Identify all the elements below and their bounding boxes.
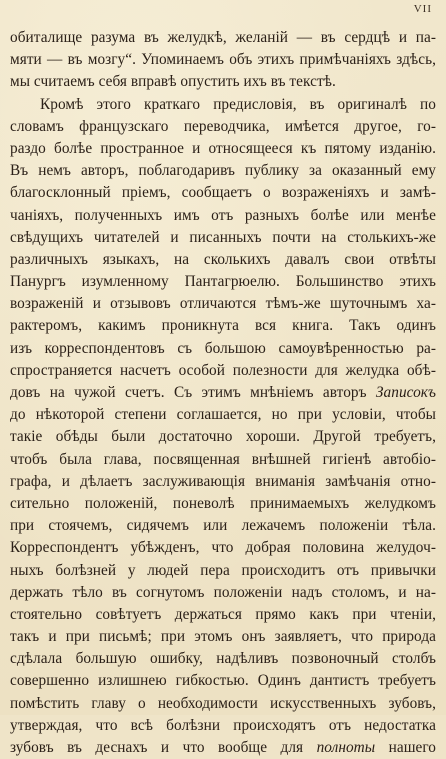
text-segment: зубовъ въ деснахъ и что вообще для	[10, 739, 304, 756]
text-line: графа, и дѣлаетъ заслуживающія вниманія замѣчанія отно-	[10, 472, 436, 490]
text-line: ныхъ болѣзней у людей пера происходитъ отъ привычки	[10, 561, 436, 579]
text-line: такъ и при письмѣ; при этомъ онъ заявляетъ, что природа	[10, 628, 436, 646]
text-line: мы считаемъ себя вправѣ опустить ихъ въ текстѣ.	[10, 73, 336, 91]
text-line: свѣдущихъ читателей и писанныхъ почти на столькихъ-же	[10, 228, 436, 246]
text-line: утверждая, что всѣ болѣзни происходятъ отъ недостатка	[10, 716, 436, 734]
text-line: Панургъ изумленному Пантагрюелю. Большинство этихъ	[10, 273, 436, 291]
body-text	[10, 27, 436, 759]
text-line: спространяется насчетъ особой полезности для желудка обѣ-	[10, 361, 436, 379]
text-line: рактеромъ, какимъ проникнута вся книга. Такъ одинъ	[10, 317, 436, 335]
text-line: мяти — въ мозгу“. Упоминаемъ объ этихъ примѣчаніяхъ здѣсь,	[10, 51, 436, 69]
text-line: благосклонный пріемъ, сообщаетъ о возраженіяхъ и замѣ-	[10, 184, 436, 202]
text-segment: нашего	[388, 739, 436, 756]
text-line: Въ немъ авторъ, поблагодаривъ публику за оказанный ему	[10, 162, 436, 180]
paragraph-first-line: Кромѣ этого краткаго предисловія, въ оригиналѣ по	[40, 95, 436, 113]
text-line: такіе обѣды были достаточно хороши. Другой требуетъ,	[10, 428, 436, 446]
italic-word: полноты	[316, 739, 376, 756]
text-line: чаніяхъ, полученныхъ имъ отъ разныхъ болѣе или менѣе	[10, 206, 436, 224]
italic-word: Записокъ	[375, 384, 436, 401]
text-line: различныхъ языкахъ, на сколькихъ давалъ свои отвѣты	[10, 250, 436, 268]
text-line: при стоячемъ, сидячемъ или лежачемъ положеніи тѣла.	[10, 517, 436, 535]
text-line: изъ корреспондентовъ съ большою самоувѣренностью ра-	[10, 339, 436, 357]
text-line: чтобъ была глава, посвященная внѣшней гигіенѣ автобіо-	[10, 450, 436, 468]
text-line: сдѣлала большую ошибку, надѣливъ позвоночный столбъ	[10, 650, 436, 668]
text-line: раздо болѣе пространное и относящееся къ пятому изданію.	[10, 139, 436, 157]
text-line: возраженій и отзывовъ отличаются тѣмъ-же шуточнымъ ха-	[10, 295, 436, 313]
text-line-with-italic	[10, 382, 436, 404]
text-line: держать тѣло въ согнутомъ положеніи надъ столомъ, и на-	[10, 583, 436, 601]
text-line: помѣстить главу о необходимости искусственныхъ зубовъ,	[10, 694, 436, 712]
text-line: до нѣкоторой степени соглашается, но при условіи, чтобы	[10, 406, 436, 424]
text-line: совершенно излишнею гибкостью. Одинъ дантистъ требуетъ	[10, 672, 436, 690]
text-line: обиталище разума въ желудкѣ, желаній — въ сердцѣ и па-	[10, 29, 436, 46]
text-line-with-italic	[10, 737, 436, 759]
text-segment: довъ на чужой счетъ. Съ этимъ мнѣніемъ авторъ	[10, 384, 367, 401]
text-line: стоятельно совѣтуетъ держаться прямо какъ при чтеніи,	[10, 605, 436, 623]
text-line: Корреспондентъ убѣжденъ, что добрая половина желудоч-	[10, 539, 436, 557]
text-line: сительно положеній, поневолѣ принимаемыхъ желудкомъ	[10, 494, 436, 512]
page-number: VII	[413, 3, 432, 15]
text-line: словамъ французскаго переводчика, имѣется другое, го-	[10, 117, 436, 135]
